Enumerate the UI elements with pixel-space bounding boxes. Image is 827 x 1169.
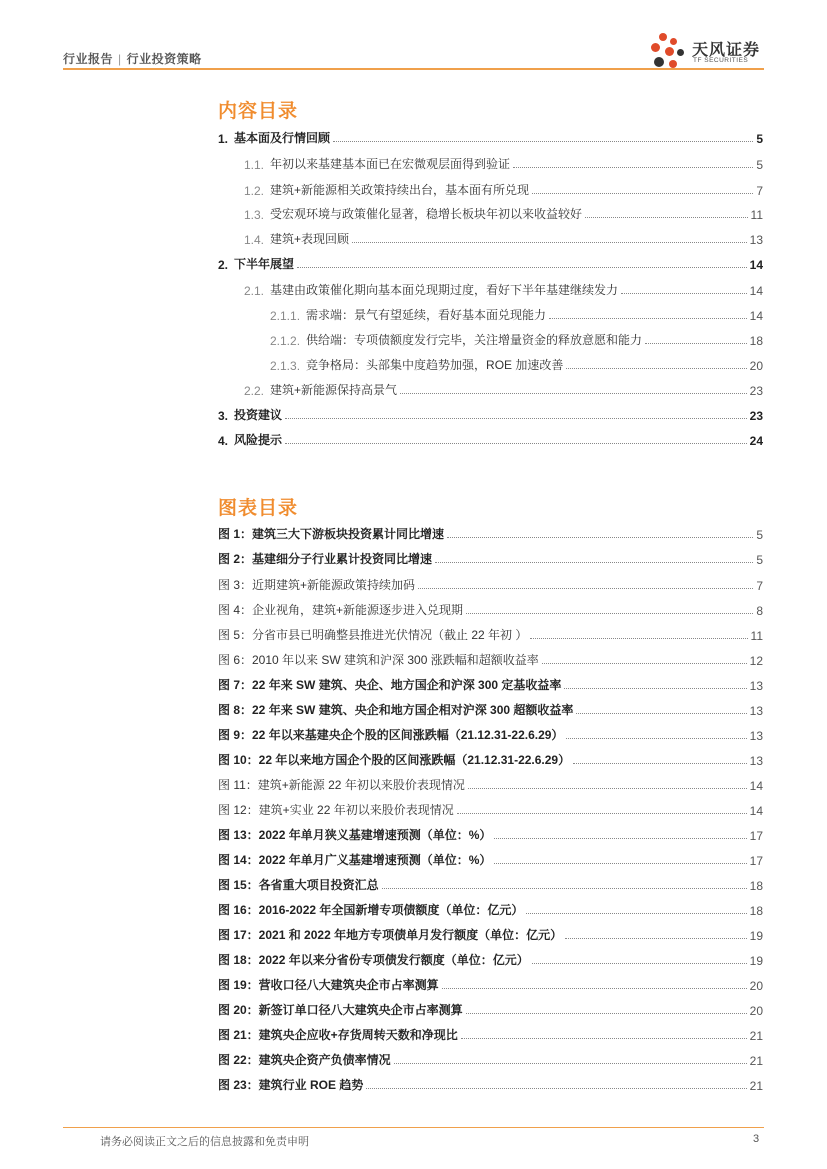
- toc-entry-number: 3.: [218, 409, 229, 423]
- figure-entry-text: 图 1：建筑三大下游板块投资累计同比增速: [218, 527, 445, 541]
- toc-entry-number: 4.: [218, 434, 229, 448]
- toc-entry[interactable]: [270, 355, 763, 373]
- leader-dots: [530, 638, 747, 639]
- leader-dots: [418, 588, 753, 589]
- figure-entry[interactable]: [218, 700, 763, 718]
- leader-dots: [573, 763, 747, 764]
- leader-dots: [566, 368, 746, 369]
- figure-entry-text: 图 4：企业视角，建筑+新能源逐步进入兑现期: [218, 603, 464, 617]
- toc-entry-number: 2.1.3.: [270, 359, 301, 373]
- figure-entry-text: 图 8：22 年来 SW 建筑、央企和地方国企相对沪深 300 超额收益率: [218, 703, 574, 717]
- toc-entry-number: 2.2.: [244, 384, 265, 398]
- toc-entry-text: 投资建议: [234, 408, 283, 422]
- leader-dots: [447, 537, 753, 538]
- toc-entry-page: 23: [749, 409, 763, 423]
- leader-dots: [564, 688, 746, 689]
- figure-entry-page: 13: [749, 679, 763, 693]
- figure-entry-page: 17: [749, 854, 763, 868]
- toc-entry-page: 14: [749, 309, 763, 323]
- toc-entry-page: 24: [749, 434, 763, 448]
- toc-entry[interactable]: [244, 380, 763, 398]
- figure-entry-text: 图 10：22 年以来地方国企个股的区间涨跌幅（21.12.31-22.6.29）: [218, 753, 571, 767]
- leader-dots: [435, 562, 753, 563]
- logo-mark-icon: [650, 33, 686, 71]
- figure-entry-page: 13: [749, 729, 763, 743]
- figure-entry[interactable]: [218, 1000, 763, 1018]
- figure-entry-text: 图 22：建筑央企资产负债率情况: [218, 1053, 391, 1067]
- header-divider: [63, 68, 764, 70]
- figure-entry[interactable]: [218, 800, 763, 818]
- figure-entry-page: 12: [749, 654, 763, 668]
- figure-entry[interactable]: [218, 675, 763, 693]
- toc-entry-page: 14: [749, 258, 763, 272]
- page-number: 3: [753, 1133, 760, 1145]
- figure-entry-text: 图 16：2016-2022 年全国新增专项债额度（单位：亿元）: [218, 903, 524, 917]
- figure-entry-text: 图 17：2021 和 2022 年地方专项债单月发行额度（单位：亿元）: [218, 928, 563, 942]
- logo-dot: [651, 43, 660, 52]
- figure-entry-page: 7: [756, 579, 763, 593]
- toc-entry-text: 基本面及行情回顾: [234, 131, 331, 145]
- leader-dots: [442, 988, 747, 989]
- report-subcategory-label: 行业投资策略: [126, 52, 202, 66]
- leader-dots: [285, 418, 747, 419]
- figures-title: 图表目录: [218, 498, 299, 519]
- figure-entry[interactable]: [218, 1050, 763, 1068]
- figure-entry[interactable]: [218, 725, 763, 743]
- leader-dots: [494, 863, 746, 864]
- figure-entry-text: 图 20：新签订单口径八大建筑央企市占率测算: [218, 1003, 463, 1017]
- figure-entry-text: 图 23：建筑行业 ROE 趋势: [218, 1078, 364, 1092]
- toc-entry[interactable]: [244, 154, 763, 172]
- logo-dot: [677, 49, 684, 56]
- toc-title: 内容目录: [218, 101, 299, 122]
- leader-dots: [468, 788, 747, 789]
- toc-entry-text: 风险提示: [234, 433, 283, 447]
- report-category-label: 行业报告: [63, 52, 114, 66]
- figure-entry-page: 19: [749, 954, 763, 968]
- figure-entry[interactable]: [218, 600, 763, 618]
- leader-dots: [566, 738, 746, 739]
- figure-entry-text: 图 13：2022 年单月狭义基建增速预测（单位：%）: [218, 828, 492, 842]
- figure-entry-page: 5: [756, 553, 763, 567]
- toc-entry-text: 下半年展望: [234, 257, 295, 271]
- figure-entry-page: 13: [749, 754, 763, 768]
- leader-dots: [285, 443, 747, 444]
- figure-entry-text: 图 19：营收口径八大建筑央企市占率测算: [218, 978, 439, 992]
- figure-entry-page: 14: [749, 804, 763, 818]
- figure-entry-page: 13: [749, 704, 763, 718]
- figure-entry-page: 14: [749, 779, 763, 793]
- toc-entry-text: 基建由政策催化期向基本面兑现期过度，看好下半年基建继续发力: [270, 283, 619, 297]
- leader-dots: [394, 1063, 747, 1064]
- leader-dots: [461, 1038, 747, 1039]
- figure-entry[interactable]: [218, 975, 763, 993]
- figure-entry-text: 图 11：建筑+新能源 22 年初以来股价表现情况: [218, 778, 465, 792]
- toc-entry[interactable]: [218, 405, 763, 423]
- figure-entry[interactable]: [218, 950, 763, 968]
- figure-entry[interactable]: [218, 850, 763, 868]
- figure-entry-text: 图 7：22 年来 SW 建筑、央企、地方国企和沪深 300 定基收益率: [218, 678, 562, 692]
- figure-entry[interactable]: [218, 1025, 763, 1043]
- figure-entry-page: 21: [749, 1079, 763, 1093]
- toc-entry-page: 7: [756, 184, 763, 198]
- leader-dots: [549, 318, 747, 319]
- figure-entry-text: 图 14：2022 年单月广义基建增速预测（单位：%）: [218, 853, 492, 867]
- figure-entry-page: 20: [749, 1004, 763, 1018]
- leader-dots: [542, 663, 747, 664]
- figure-entry-text: 图 9：22 年以来基建央企个股的区间涨跌幅（21.12.31-22.6.29）: [218, 728, 564, 742]
- toc-entry-page: 13: [749, 233, 763, 247]
- leader-dots: [297, 267, 747, 268]
- figure-entry[interactable]: [218, 750, 763, 768]
- leader-dots: [532, 963, 747, 964]
- figure-entry-text: 图 6：2010 年以来 SW 建筑和沪深 300 涨跌幅和超额收益率: [218, 653, 539, 667]
- figure-entry[interactable]: [218, 524, 763, 542]
- toc-entry-number: 2.: [218, 258, 229, 272]
- figure-entry-text: 图 2：基建细分子行业累计投资同比增速: [218, 552, 433, 566]
- toc-entry-text: 建筑+表现回顾: [270, 232, 350, 246]
- toc-entry-text: 建筑+新能源相关政策持续出台，基本面有所兑现: [270, 183, 530, 197]
- figure-entry-text: 图 5：分省市县已明确整县推进光伏情况（截止 22 年初 ）: [218, 628, 528, 642]
- toc-entry[interactable]: [244, 280, 763, 298]
- logo-dot: [670, 38, 677, 45]
- toc-entry[interactable]: [244, 204, 763, 222]
- toc-entry[interactable]: [244, 229, 763, 247]
- report-category: [63, 50, 202, 67]
- figure-entry[interactable]: [218, 900, 763, 918]
- toc-entry[interactable]: [244, 180, 763, 198]
- leader-dots: [382, 888, 747, 889]
- toc-entry-page: 18: [749, 334, 763, 348]
- toc-entry-text: 受宏观环境与政策催化显著，稳增长板块年初以来收益较好: [270, 207, 583, 221]
- toc-entry-page: 20: [749, 359, 763, 373]
- leader-dots: [532, 193, 753, 194]
- toc-entry-number: 2.1.1.: [270, 309, 301, 323]
- leader-dots: [366, 1088, 746, 1089]
- toc-entry[interactable]: [270, 305, 763, 323]
- figure-entry-page: 5: [756, 528, 763, 542]
- toc-entry-number: 2.1.2.: [270, 334, 301, 348]
- footer-divider: [63, 1127, 764, 1128]
- toc-entry-number: 1.3.: [244, 208, 265, 222]
- toc-entry-number: 2.1.: [244, 284, 265, 298]
- toc-entry-text: 年初以来基建基本面已在宏微观层面得到验证: [270, 157, 511, 171]
- figure-entry-page: 20: [749, 979, 763, 993]
- figure-entry[interactable]: [218, 875, 763, 893]
- logo-dot: [665, 47, 674, 56]
- toc-entry-number: 1.4.: [244, 233, 265, 247]
- figure-entry-page: 19: [749, 929, 763, 943]
- figure-entry[interactable]: [218, 925, 763, 943]
- toc-entry-page: 14: [749, 284, 763, 298]
- figure-entry[interactable]: [218, 549, 763, 567]
- logo-dot: [659, 33, 667, 41]
- toc-entry-number: 1.2.: [244, 184, 265, 198]
- header-separator: |: [118, 52, 122, 66]
- figure-entry-page: 18: [749, 904, 763, 918]
- figure-entry-page: 8: [756, 604, 763, 618]
- toc-entry[interactable]: [218, 254, 763, 272]
- leader-dots: [621, 293, 747, 294]
- leader-dots: [585, 217, 748, 218]
- leader-dots: [645, 343, 747, 344]
- leader-dots: [513, 167, 753, 168]
- leader-dots: [466, 1013, 747, 1014]
- leader-dots: [457, 813, 747, 814]
- figure-entry-text: 图 18：2022 年以来分省份专项债发行额度（单位：亿元）: [218, 953, 529, 967]
- toc-entry[interactable]: [218, 128, 763, 146]
- figure-entry-text: 图 12：建筑+实业 22 年初以来股价表现情况: [218, 803, 454, 817]
- figure-entry-page: 21: [749, 1029, 763, 1043]
- leader-dots: [466, 613, 753, 614]
- leader-dots: [352, 242, 747, 243]
- toc-entry-number: 1.: [218, 132, 229, 146]
- toc-entry-page: 11: [750, 208, 763, 222]
- toc-entry-text: 竞争格局：头部集中度趋势加强，ROE 加速改善: [306, 358, 564, 372]
- leader-dots: [576, 713, 746, 714]
- leader-dots: [526, 913, 746, 914]
- toc-entry-text: 供给端：专项债额度发行完毕，关注增量资金的释放意愿和能力: [306, 333, 643, 347]
- logo-dot: [654, 57, 664, 67]
- figure-entry-page: 17: [749, 829, 763, 843]
- toc-entry-text: 建筑+新能源保持高景气: [270, 383, 398, 397]
- figure-entry[interactable]: [218, 575, 763, 593]
- leader-dots: [333, 141, 753, 142]
- toc-entry-number: 1.1.: [244, 158, 265, 172]
- toc-entry-page: 5: [756, 158, 763, 172]
- figure-entry-page: 11: [750, 629, 763, 643]
- figure-entry[interactable]: [218, 650, 763, 668]
- company-logo: [650, 33, 770, 71]
- leader-dots: [565, 938, 747, 939]
- leader-dots: [494, 838, 746, 839]
- toc-entry[interactable]: [218, 430, 763, 448]
- toc-entry[interactable]: [270, 330, 763, 348]
- figure-entry-page: 21: [749, 1054, 763, 1068]
- figure-entry-text: 图 15：各省重大项目投资汇总: [218, 878, 379, 892]
- figure-entry[interactable]: [218, 825, 763, 843]
- figure-entry[interactable]: [218, 1075, 763, 1093]
- figure-entry[interactable]: [218, 775, 763, 793]
- figure-entry[interactable]: [218, 625, 763, 643]
- figure-entry-text: 图 21：建筑央企应收+存货周转天数和净现比: [218, 1028, 458, 1042]
- figure-entry-text: 图 3：近期建筑+新能源政策持续加码: [218, 578, 416, 592]
- figure-entry-page: 18: [749, 879, 763, 893]
- toc-entry-page: 5: [756, 132, 763, 146]
- logo-wordmark-cn: 天风证券: [692, 42, 761, 59]
- toc-entry-page: 23: [749, 384, 763, 398]
- logo-dot: [669, 60, 677, 68]
- logo-wordmark-en: TF SECURITIES: [693, 57, 749, 64]
- leader-dots: [400, 393, 747, 394]
- toc-entry-text: 需求端：景气有望延续，看好基本面兑现能力: [306, 308, 547, 322]
- footer-disclaimer: 请务必阅读正文之后的信息披露和免责申明: [100, 1136, 309, 1148]
